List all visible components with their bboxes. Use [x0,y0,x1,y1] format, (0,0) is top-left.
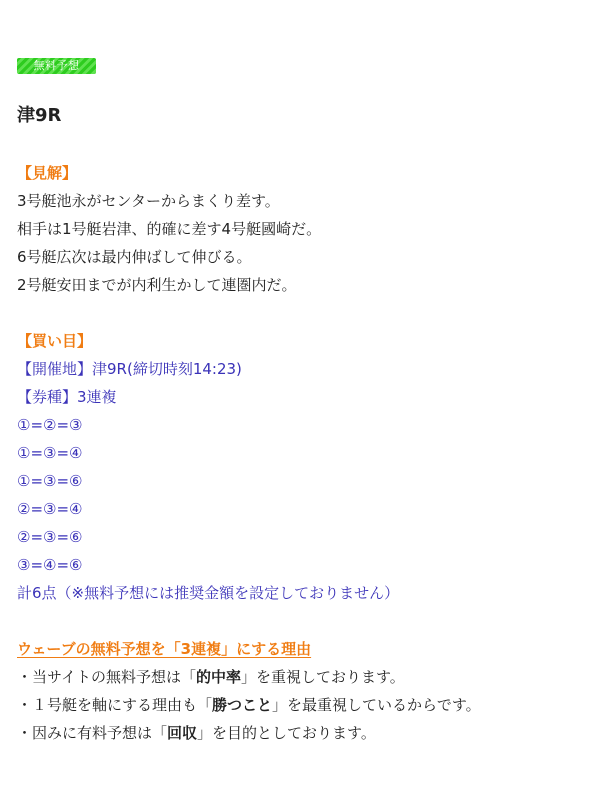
analysis-line-1: 3号艇池永がセンターからまくり差す。 [17,192,280,210]
reason-item-text: 」を最重視しているからです。 [272,696,481,714]
race-title: 津9R [17,105,62,126]
bet-combo: ③=④=⑥ [17,556,83,574]
reason-title: ウェーブの無料予想を「3連複」にする理由 [17,640,312,658]
bet-combo: ①=③=④ [17,444,83,462]
bet-combo: ①=③=⑥ [17,472,83,490]
analysis-line-2: 相手は1号艇岩津、的確に差す4号艇國崎だ。 [17,220,322,238]
reason-item-text: ・当サイトの無料予想は「 [17,668,196,686]
bets-heading: 【買い目】 [17,332,93,350]
bets-venue: 【開催地】津9R(締切時刻14:23) [17,360,242,378]
bet-combo: ①=②=③ [17,416,83,434]
analysis-line-4: 2号艇安田までが内利生かして連圏内だ。 [17,276,297,294]
bet-combo: ②=③=⑥ [17,528,83,546]
reason-item-2 [17,695,481,715]
reason-item-emphasis: 回収 [167,724,198,742]
reason-item-text: ・因みに有料予想は「 [17,724,168,742]
reason-item-1 [17,667,405,687]
reason-item-3 [17,723,376,743]
bets-total: 計6点（※無料予想には推奨金額を設定しておりません） [17,584,400,602]
bets-ticket-type: 【券種】3連複 [17,388,117,406]
reason-item-emphasis: 勝つこと [212,696,273,714]
reason-item-text: ・１号艇を軸にする理由も「 [17,696,213,714]
bet-combo: ②=③=④ [17,500,83,518]
reason-item-text: 」を重視しております。 [240,668,405,686]
reason-item-emphasis: 的中率 [195,668,241,686]
analysis-heading: 【見解】 [17,164,78,182]
free-prediction-badge: 無料予想 [17,58,96,74]
analysis-line-3: 6号艇広次は最内伸ばして伸びる。 [17,248,252,266]
reason-item-text: 」を目的としております。 [197,724,376,742]
